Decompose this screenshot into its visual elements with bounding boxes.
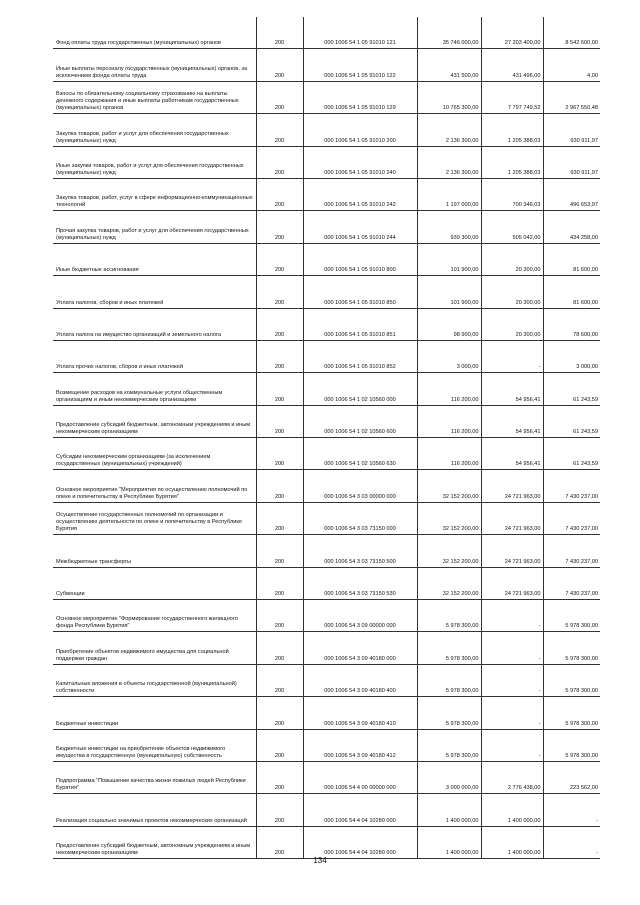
approved-amount-cell: 32 152 200,00	[417, 535, 481, 567]
admin-code-cell: 200	[256, 373, 303, 405]
budget-code-cell: 000 1006 54 1 05 91010 129	[303, 81, 417, 113]
unexecuted-amount-cell: 2 967 550,48	[543, 81, 600, 113]
approved-amount-cell: 1 400 000,00	[417, 794, 481, 826]
unexecuted-amount-cell: 930 911,97	[543, 146, 600, 178]
approved-amount-cell: 3 000 000,00	[417, 761, 481, 793]
admin-code-cell: 200	[256, 276, 303, 308]
row-name-cell: Бюджетные инвестиции	[53, 697, 256, 729]
admin-code-cell: 200	[256, 826, 303, 858]
budget-code-cell: 000 1006 54 4 04 10280 000	[303, 794, 417, 826]
approved-amount-cell: 35 746 000,00	[417, 17, 481, 49]
row-name-cell: Приобретение объектов недвижимого имущества для социальной поддержки граждан	[53, 632, 256, 664]
executed-amount-cell: 1 205 388,03	[481, 146, 543, 178]
row-name-cell: Предоставление субсидий бюджетным, автономным учреждениям и иным некоммерческим организациям	[53, 826, 256, 858]
executed-amount-cell: 24 721 963,00	[481, 470, 543, 502]
budget-code-cell: 000 1006 54 3 09 40180 000	[303, 632, 417, 664]
unexecuted-amount-cell: 3 000,00	[543, 340, 600, 372]
approved-amount-cell: 10 765 300,00	[417, 81, 481, 113]
approved-amount-cell: 939 300,00	[417, 211, 481, 243]
row-name-cell: Субвенции	[53, 567, 256, 599]
executed-amount-cell: 1 205 388,03	[481, 114, 543, 146]
executed-amount-cell: 54 956,41	[481, 405, 543, 437]
executed-amount-cell: -	[481, 697, 543, 729]
admin-code-cell: 200	[256, 761, 303, 793]
admin-code-cell: 200	[256, 114, 303, 146]
executed-amount-cell: 54 956,41	[481, 438, 543, 470]
executed-amount-cell: 27 203 400,00	[481, 17, 543, 49]
budget-code-cell: 000 1006 54 4 00 00000 000	[303, 761, 417, 793]
table-row	[53, 567, 600, 599]
unexecuted-amount-cell: 5 978 300,00	[543, 697, 600, 729]
unexecuted-amount-cell: 61 243,59	[543, 373, 600, 405]
unexecuted-amount-cell: 61 243,59	[543, 438, 600, 470]
admin-code-cell: 200	[256, 729, 303, 761]
admin-code-cell: 200	[256, 308, 303, 340]
budget-code-cell: 000 1006 54 1 05 91010 800	[303, 243, 417, 275]
executed-amount-cell: 20 300,00	[481, 308, 543, 340]
row-name-cell: Возмещение расходов на коммунальные услуги общественным организациям и иным некоммерческим организациям	[53, 373, 256, 405]
admin-code-cell: 200	[256, 502, 303, 534]
executed-amount-cell: 20 300,00	[481, 243, 543, 275]
budget-code-cell: 000 1006 54 1 05 91010 121	[303, 17, 417, 49]
row-name-cell: Основное мероприятие "Мероприятия по осуществлению полномочий по опеке и попечительству в Республике Бурятия"	[53, 470, 256, 502]
budget-execution-table	[53, 17, 600, 859]
table-body	[53, 17, 600, 859]
row-name-cell: Фонд оплаты труда государственных (муниципальных) органов	[53, 17, 256, 49]
table-row	[53, 470, 600, 502]
approved-amount-cell: 101 900,00	[417, 243, 481, 275]
approved-amount-cell: 3 000,00	[417, 340, 481, 372]
approved-amount-cell: 116 200,00	[417, 405, 481, 437]
row-name-cell: Подпрограмма "Повышение качества жизни пожилых людей Республики Бурятия"	[53, 761, 256, 793]
budget-code-cell: 000 1006 54 1 02 10560 000	[303, 373, 417, 405]
table-row	[53, 340, 600, 372]
unexecuted-amount-cell: 5 978 300,00	[543, 729, 600, 761]
unexecuted-amount-cell: 4,00	[543, 49, 600, 81]
row-name-cell: Уплата налога на имущество организаций и земельного налога	[53, 308, 256, 340]
row-name-cell: Межбюджетные трансферты	[53, 535, 256, 567]
unexecuted-amount-cell: 8 542 600,00	[543, 17, 600, 49]
admin-code-cell: 200	[256, 632, 303, 664]
row-name-cell: Предоставление субсидий бюджетным, автономным учреждениям и иным некоммерческим организациям	[53, 405, 256, 437]
unexecuted-amount-cell: 7 430 237,00	[543, 567, 600, 599]
table-row	[53, 276, 600, 308]
unexecuted-amount-cell: -	[543, 826, 600, 858]
budget-code-cell: 000 1006 54 1 05 91010 240	[303, 146, 417, 178]
budget-code-cell: 000 1006 54 4 04 10280 600	[303, 826, 417, 858]
executed-amount-cell: 431 496,00	[481, 49, 543, 81]
approved-amount-cell: 5 978 300,00	[417, 632, 481, 664]
table-row	[53, 697, 600, 729]
executed-amount-cell: -	[481, 600, 543, 632]
admin-code-cell: 200	[256, 697, 303, 729]
row-name-cell: Закупка товаров, работ, услуг в сфере информационно-коммуникационных технологий	[53, 178, 256, 210]
budget-code-cell: 000 1006 54 3 03 73150 500	[303, 535, 417, 567]
executed-amount-cell: 1 400 000,00	[481, 794, 543, 826]
executed-amount-cell: 24 721 963,00	[481, 567, 543, 599]
table-row	[53, 146, 600, 178]
executed-amount-cell: 54 956,41	[481, 373, 543, 405]
executed-amount-cell: 7 797 749,52	[481, 81, 543, 113]
approved-amount-cell: 1 400 000,00	[417, 826, 481, 858]
admin-code-cell: 200	[256, 178, 303, 210]
admin-code-cell: 200	[256, 438, 303, 470]
budget-code-cell: 000 1006 54 1 02 10560 600	[303, 405, 417, 437]
approved-amount-cell: 431 500,00	[417, 49, 481, 81]
budget-code-cell: 000 1006 54 3 09 40180 410	[303, 697, 417, 729]
budget-code-cell: 000 1006 54 1 05 91010 851	[303, 308, 417, 340]
budget-code-cell: 000 1006 54 1 05 91010 852	[303, 340, 417, 372]
budget-code-cell: 000 1006 54 3 03 73150 000	[303, 502, 417, 534]
budget-code-cell: 000 1006 54 1 05 91010 200	[303, 114, 417, 146]
table-row	[53, 664, 600, 696]
executed-amount-cell: -	[481, 340, 543, 372]
budget-code-cell: 000 1006 54 1 05 91010 122	[303, 49, 417, 81]
admin-code-cell: 200	[256, 535, 303, 567]
table-row	[53, 114, 600, 146]
executed-amount-cell: 505 042,00	[481, 211, 543, 243]
table-row	[53, 243, 600, 275]
table-row	[53, 178, 600, 210]
unexecuted-amount-cell: 5 978 300,00	[543, 600, 600, 632]
admin-code-cell: 200	[256, 567, 303, 599]
table-row	[53, 535, 600, 567]
executed-amount-cell: 1 400 000,00	[481, 826, 543, 858]
table-row	[53, 17, 600, 49]
table-row	[53, 308, 600, 340]
row-name-cell: Иные выплаты персоналу государственных (муниципальных) органов, за исключением фонда оплаты труда	[53, 49, 256, 81]
approved-amount-cell: 2 136 300,00	[417, 146, 481, 178]
approved-amount-cell: 5 978 300,00	[417, 697, 481, 729]
approved-amount-cell: 2 136 300,00	[417, 114, 481, 146]
unexecuted-amount-cell: 61 243,59	[543, 405, 600, 437]
table-row	[53, 49, 600, 81]
table-row	[53, 502, 600, 534]
executed-amount-cell: 24 721 963,00	[481, 502, 543, 534]
row-name-cell: Субсидии некоммерческим организациям (за исключением государственных (муниципальных) учреждений)	[53, 438, 256, 470]
row-name-cell: Капитальные вложения в объекты государственной (муниципальной) собственности	[53, 664, 256, 696]
unexecuted-amount-cell: 434 258,00	[543, 211, 600, 243]
admin-code-cell: 200	[256, 405, 303, 437]
admin-code-cell: 200	[256, 340, 303, 372]
table-row	[53, 632, 600, 664]
table-row	[53, 761, 600, 793]
executed-amount-cell: 20 300,00	[481, 276, 543, 308]
approved-amount-cell: 5 978 300,00	[417, 664, 481, 696]
unexecuted-amount-cell: 930 911,97	[543, 114, 600, 146]
row-name-cell: Взносы по обязательному социальному страхованию на выплаты денежного содержания и иные выплаты работникам государственных (муниципальных) органов	[53, 81, 256, 113]
table-row	[53, 794, 600, 826]
row-name-cell: Иные закупки товаров, работ и услуг для обеспечения государственных (муниципальных) нужд	[53, 146, 256, 178]
unexecuted-amount-cell: 223 562,00	[543, 761, 600, 793]
table-row	[53, 600, 600, 632]
approved-amount-cell: 5 978 300,00	[417, 600, 481, 632]
budget-code-cell: 000 1006 54 3 03 00000 000	[303, 470, 417, 502]
approved-amount-cell: 1 197 000,00	[417, 178, 481, 210]
table-row	[53, 81, 600, 113]
budget-code-cell: 000 1006 54 1 05 91010 242	[303, 178, 417, 210]
approved-amount-cell: 32 152 200,00	[417, 567, 481, 599]
approved-amount-cell: 32 152 200,00	[417, 502, 481, 534]
unexecuted-amount-cell: 81 600,00	[543, 276, 600, 308]
admin-code-cell: 200	[256, 664, 303, 696]
table-row	[53, 826, 600, 858]
approved-amount-cell: 101 900,00	[417, 276, 481, 308]
admin-code-cell: 200	[256, 211, 303, 243]
row-name-cell: Бюджетные инвестиции на приобретение объектов недвижимого имущества в государственную (муниципальную) собственность	[53, 729, 256, 761]
approved-amount-cell: 5 978 300,00	[417, 729, 481, 761]
budget-code-cell: 000 1006 54 1 02 10560 630	[303, 438, 417, 470]
budget-code-cell: 000 1006 54 3 09 40180 400	[303, 664, 417, 696]
executed-amount-cell: -	[481, 632, 543, 664]
row-name-cell: Основное мероприятие "Формирование государственного жилищного фонда Республики Бурятия"	[53, 600, 256, 632]
executed-amount-cell: 24 721 963,00	[481, 535, 543, 567]
row-name-cell: Реализация социально значимых проектов некоммерческих организаций	[53, 794, 256, 826]
unexecuted-amount-cell: 496 653,97	[543, 178, 600, 210]
budget-code-cell: 000 1006 54 1 05 91010 244	[303, 211, 417, 243]
budget-code-cell: 000 1006 54 3 09 40180 412	[303, 729, 417, 761]
unexecuted-amount-cell: 7 430 237,00	[543, 502, 600, 534]
approved-amount-cell: 32 152 200,00	[417, 470, 481, 502]
unexecuted-amount-cell: 5 978 300,00	[543, 664, 600, 696]
budget-code-cell: 000 1006 54 3 03 73150 530	[303, 567, 417, 599]
admin-code-cell: 200	[256, 81, 303, 113]
row-name-cell: Иные бюджетные ассигнования	[53, 243, 256, 275]
budget-code-cell: 000 1006 54 1 05 91010 850	[303, 276, 417, 308]
row-name-cell: Осуществление государственных полномочий по организации и осуществлению деятельности по опеке и попечительству в Республике Бурятия	[53, 502, 256, 534]
executed-amount-cell: -	[481, 729, 543, 761]
row-name-cell: Закупка товаров, работ и услуг для обеспечения государственных (муниципальных) нужд	[53, 114, 256, 146]
executed-amount-cell: 2 776 438,00	[481, 761, 543, 793]
approved-amount-cell: 116 200,00	[417, 438, 481, 470]
executed-amount-cell: 700 346,03	[481, 178, 543, 210]
table-row	[53, 211, 600, 243]
row-name-cell: Уплата налогов, сборов и иных платежей	[53, 276, 256, 308]
executed-amount-cell: -	[481, 664, 543, 696]
unexecuted-amount-cell: 7 430 237,00	[543, 470, 600, 502]
table-row	[53, 405, 600, 437]
admin-code-cell: 200	[256, 17, 303, 49]
admin-code-cell: 200	[256, 243, 303, 275]
approved-amount-cell: 98 900,00	[417, 308, 481, 340]
row-name-cell: Прочая закупка товаров, работ и услуг для обеспечения государственных (муниципальных) нужд	[53, 211, 256, 243]
admin-code-cell: 200	[256, 49, 303, 81]
table-row	[53, 373, 600, 405]
budget-code-cell: 000 1006 54 3 09 00000 000	[303, 600, 417, 632]
admin-code-cell: 200	[256, 794, 303, 826]
unexecuted-amount-cell: 78 600,00	[543, 308, 600, 340]
unexecuted-amount-cell: 7 430 237,00	[543, 535, 600, 567]
approved-amount-cell: 116 200,00	[417, 373, 481, 405]
table-row	[53, 729, 600, 761]
unexecuted-amount-cell: -	[543, 794, 600, 826]
page-number: 134	[313, 856, 327, 865]
table-row	[53, 438, 600, 470]
unexecuted-amount-cell: 81 600,00	[543, 243, 600, 275]
admin-code-cell: 200	[256, 146, 303, 178]
admin-code-cell: 200	[256, 470, 303, 502]
row-name-cell: Уплата прочих налогов, сборов и иных платежей	[53, 340, 256, 372]
admin-code-cell: 200	[256, 600, 303, 632]
unexecuted-amount-cell: 5 978 300,00	[543, 632, 600, 664]
